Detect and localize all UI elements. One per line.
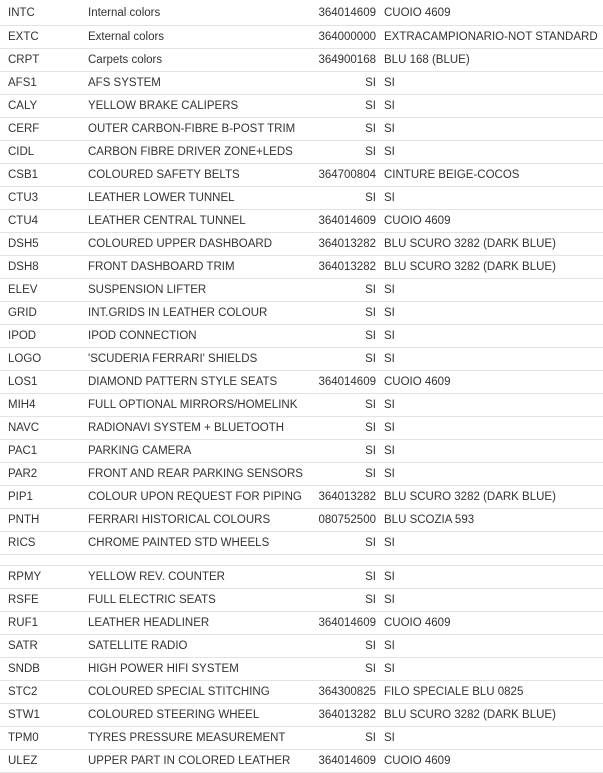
- option-number-cell: 364013282: [314, 486, 376, 509]
- table-row: [0, 348, 603, 371]
- option-value-cell: SI: [376, 72, 603, 95]
- option-code-cell: RPMY: [0, 566, 88, 589]
- option-code-cell: CERF: [0, 118, 88, 141]
- table-row: [0, 566, 603, 589]
- option-number-cell: SI: [314, 141, 376, 164]
- option-code-cell: PAC1: [0, 440, 88, 463]
- option-value-cell: SI: [376, 141, 603, 164]
- option-description-cell: LEATHER HEADLINER: [88, 612, 314, 635]
- option-number-cell: 364014609: [314, 0, 376, 26]
- table-row: [0, 141, 603, 164]
- table-row: [0, 509, 603, 532]
- table-row: [0, 233, 603, 256]
- option-code-cell: INTC: [0, 0, 88, 26]
- option-value-cell: SI: [376, 417, 603, 440]
- table-row: [0, 394, 603, 417]
- option-description-cell: PARKING CAMERA: [88, 440, 314, 463]
- table-row: [0, 532, 603, 555]
- option-value-cell: CUOIO 4609: [376, 750, 603, 773]
- option-value-cell: BLU SCURO 3282 (DARK BLUE): [376, 233, 603, 256]
- option-code-cell: PAR2: [0, 463, 88, 486]
- option-code-cell: DSH5: [0, 233, 88, 256]
- option-number-cell: SI: [314, 394, 376, 417]
- option-number-cell: 364300825: [314, 681, 376, 704]
- option-code-cell: MIH4: [0, 394, 88, 417]
- table-row: [0, 26, 603, 49]
- option-value-cell: BLU SCURO 3282 (DARK BLUE): [376, 486, 603, 509]
- table-row: [0, 256, 603, 279]
- option-value-cell: SI: [376, 95, 603, 118]
- table-row: [0, 210, 603, 233]
- option-number-cell: SI: [314, 187, 376, 210]
- option-code-cell: STW1: [0, 704, 88, 727]
- option-code-cell: ULEZ: [0, 750, 88, 773]
- option-number-cell: SI: [314, 302, 376, 325]
- option-value-cell: SI: [376, 118, 603, 141]
- option-description-cell: YELLOW BRAKE CALIPERS: [88, 95, 314, 118]
- table-row: [0, 279, 603, 302]
- option-value-cell: FILO SPECIALE BLU 0825: [376, 681, 603, 704]
- table-row: [0, 49, 603, 72]
- table-row: [0, 302, 603, 325]
- option-description-cell: Internal colors: [88, 0, 314, 26]
- option-number-cell: SI: [314, 417, 376, 440]
- option-number-cell: 364000000: [314, 26, 376, 49]
- option-code-cell: CTU3: [0, 187, 88, 210]
- option-number-cell: 364700804: [314, 164, 376, 187]
- option-value-cell: BLU SCOZIA 593: [376, 509, 603, 532]
- section-spacer: [0, 555, 603, 566]
- option-number-cell: SI: [314, 463, 376, 486]
- option-number-cell: 364013282: [314, 704, 376, 727]
- option-code-cell: SNDB: [0, 658, 88, 681]
- option-number-cell: 364013282: [314, 256, 376, 279]
- option-description-cell: FRONT AND REAR PARKING SENSORS: [88, 463, 314, 486]
- option-value-cell: BLU SCURO 3282 (DARK BLUE): [376, 704, 603, 727]
- option-description-cell: LEATHER CENTRAL TUNNEL: [88, 210, 314, 233]
- option-code-cell: RICS: [0, 532, 88, 555]
- option-number-cell: 364014609: [314, 210, 376, 233]
- option-description-cell: RADIONAVI SYSTEM + BLUETOOTH: [88, 417, 314, 440]
- option-code-cell: PNTH: [0, 509, 88, 532]
- option-value-cell: SI: [376, 566, 603, 589]
- option-number-cell: 364014609: [314, 612, 376, 635]
- option-code-cell: LOS1: [0, 371, 88, 394]
- option-number-cell: SI: [314, 532, 376, 555]
- option-description-cell: OUTER CARBON-FIBRE B-POST TRIM: [88, 118, 314, 141]
- option-value-cell: SI: [376, 635, 603, 658]
- option-code-cell: CSB1: [0, 164, 88, 187]
- option-value-cell: SI: [376, 325, 603, 348]
- table-row: [0, 727, 603, 750]
- option-description-cell: FRONT DASHBOARD TRIM: [88, 256, 314, 279]
- option-code-cell: DSH8: [0, 256, 88, 279]
- option-code-cell: EXTC: [0, 26, 88, 49]
- option-number-cell: SI: [314, 279, 376, 302]
- table-row: [0, 635, 603, 658]
- option-description-cell: LEATHER LOWER TUNNEL: [88, 187, 314, 210]
- option-description-cell: DIAMOND PATTERN STYLE SEATS: [88, 371, 314, 394]
- option-description-cell: HIGH POWER HIFI SYSTEM: [88, 658, 314, 681]
- option-value-cell: CINTURE BEIGE-COCOS: [376, 164, 603, 187]
- option-value-cell: CUOIO 4609: [376, 612, 603, 635]
- option-description-cell: SATELLITE RADIO: [88, 635, 314, 658]
- table-row: [0, 72, 603, 95]
- table-row: [0, 0, 603, 26]
- option-value-cell: CUOIO 4609: [376, 371, 603, 394]
- table-row: [0, 612, 603, 635]
- option-value-cell: SI: [376, 394, 603, 417]
- option-code-cell: PIP1: [0, 486, 88, 509]
- option-value-cell: SI: [376, 727, 603, 750]
- table-row: [0, 463, 603, 486]
- table-row: [0, 118, 603, 141]
- option-description-cell: COLOURED SAFETY BELTS: [88, 164, 314, 187]
- option-description-cell: CHROME PAINTED STD WHEELS: [88, 532, 314, 555]
- option-description-cell: COLOUR UPON REQUEST FOR PIPING: [88, 486, 314, 509]
- option-number-cell: SI: [314, 95, 376, 118]
- table-row: [0, 440, 603, 463]
- option-code-cell: ELEV: [0, 279, 88, 302]
- option-code-cell: CIDL: [0, 141, 88, 164]
- option-description-cell: Carpets colors: [88, 49, 314, 72]
- option-description-cell: YELLOW REV. COUNTER: [88, 566, 314, 589]
- option-number-cell: SI: [314, 440, 376, 463]
- option-number-cell: SI: [314, 635, 376, 658]
- table-row: [0, 486, 603, 509]
- option-value-cell: CUOIO 4609: [376, 0, 603, 26]
- option-description-cell: CARBON FIBRE DRIVER ZONE+LEDS: [88, 141, 314, 164]
- table-row: [0, 658, 603, 681]
- option-number-cell: 364014609: [314, 750, 376, 773]
- option-value-cell: EXTRACAMPIONARIO-NOT STANDARD: [376, 26, 603, 49]
- option-description-cell: FULL OPTIONAL MIRRORS/HOMELINK: [88, 394, 314, 417]
- option-description-cell: AFS SYSTEM: [88, 72, 314, 95]
- table-row: [0, 417, 603, 440]
- option-value-cell: CUOIO 4609: [376, 210, 603, 233]
- option-code-cell: STC2: [0, 681, 88, 704]
- table-row: [0, 371, 603, 394]
- option-number-cell: 364013282: [314, 233, 376, 256]
- option-number-cell: SI: [314, 72, 376, 95]
- option-code-cell: AFS1: [0, 72, 88, 95]
- option-code-cell: TPM0: [0, 727, 88, 750]
- option-number-cell: SI: [314, 589, 376, 612]
- option-value-cell: SI: [376, 302, 603, 325]
- table-row: [0, 589, 603, 612]
- option-description-cell: FULL ELECTRIC SEATS: [88, 589, 314, 612]
- option-description-cell: TYRES PRESSURE MEASUREMENT: [88, 727, 314, 750]
- option-description-cell: SUSPENSION LIFTER: [88, 279, 314, 302]
- option-number-cell: 364014609: [314, 371, 376, 394]
- option-description-cell: IPOD CONNECTION: [88, 325, 314, 348]
- option-value-cell: BLU SCURO 3282 (DARK BLUE): [376, 256, 603, 279]
- option-number-cell: SI: [314, 727, 376, 750]
- table-row: [0, 750, 603, 773]
- option-description-cell: 'SCUDERIA FERRARI' SHIELDS: [88, 348, 314, 371]
- option-code-cell: RUF1: [0, 612, 88, 635]
- table-row: [0, 187, 603, 210]
- option-value-cell: SI: [376, 187, 603, 210]
- option-code-cell: CRPT: [0, 49, 88, 72]
- option-value-cell: SI: [376, 658, 603, 681]
- option-description-cell: FERRARI HISTORICAL COLOURS: [88, 509, 314, 532]
- option-value-cell: SI: [376, 279, 603, 302]
- option-value-cell: SI: [376, 440, 603, 463]
- option-value-cell: SI: [376, 463, 603, 486]
- option-number-cell: SI: [314, 566, 376, 589]
- option-description-cell: External colors: [88, 26, 314, 49]
- option-code-cell: CALY: [0, 95, 88, 118]
- option-number-cell: SI: [314, 658, 376, 681]
- option-description-cell: COLOURED UPPER DASHBOARD: [88, 233, 314, 256]
- option-value-cell: BLU 168 (BLUE): [376, 49, 603, 72]
- option-value-cell: SI: [376, 589, 603, 612]
- option-code-cell: CTU4: [0, 210, 88, 233]
- option-number-cell: SI: [314, 118, 376, 141]
- option-code-cell: LOGO: [0, 348, 88, 371]
- option-value-cell: SI: [376, 532, 603, 555]
- option-description-cell: INT.GRIDS IN LEATHER COLOUR: [88, 302, 314, 325]
- option-number-cell: 364900168: [314, 49, 376, 72]
- option-description-cell: COLOURED SPECIAL STITCHING: [88, 681, 314, 704]
- option-value-cell: SI: [376, 348, 603, 371]
- option-code-cell: NAVC: [0, 417, 88, 440]
- option-number-cell: 080752500: [314, 509, 376, 532]
- table-row: [0, 164, 603, 187]
- option-code-cell: GRID: [0, 302, 88, 325]
- table-row: [0, 325, 603, 348]
- option-number-cell: SI: [314, 325, 376, 348]
- option-code-cell: SATR: [0, 635, 88, 658]
- table-row: [0, 95, 603, 118]
- table-row: [0, 681, 603, 704]
- option-number-cell: SI: [314, 348, 376, 371]
- option-description-cell: COLOURED STEERING WHEEL: [88, 704, 314, 727]
- option-code-cell: RSFE: [0, 589, 88, 612]
- table-row: [0, 704, 603, 727]
- option-code-cell: IPOD: [0, 325, 88, 348]
- option-description-cell: UPPER PART IN COLORED LEATHER: [88, 750, 314, 773]
